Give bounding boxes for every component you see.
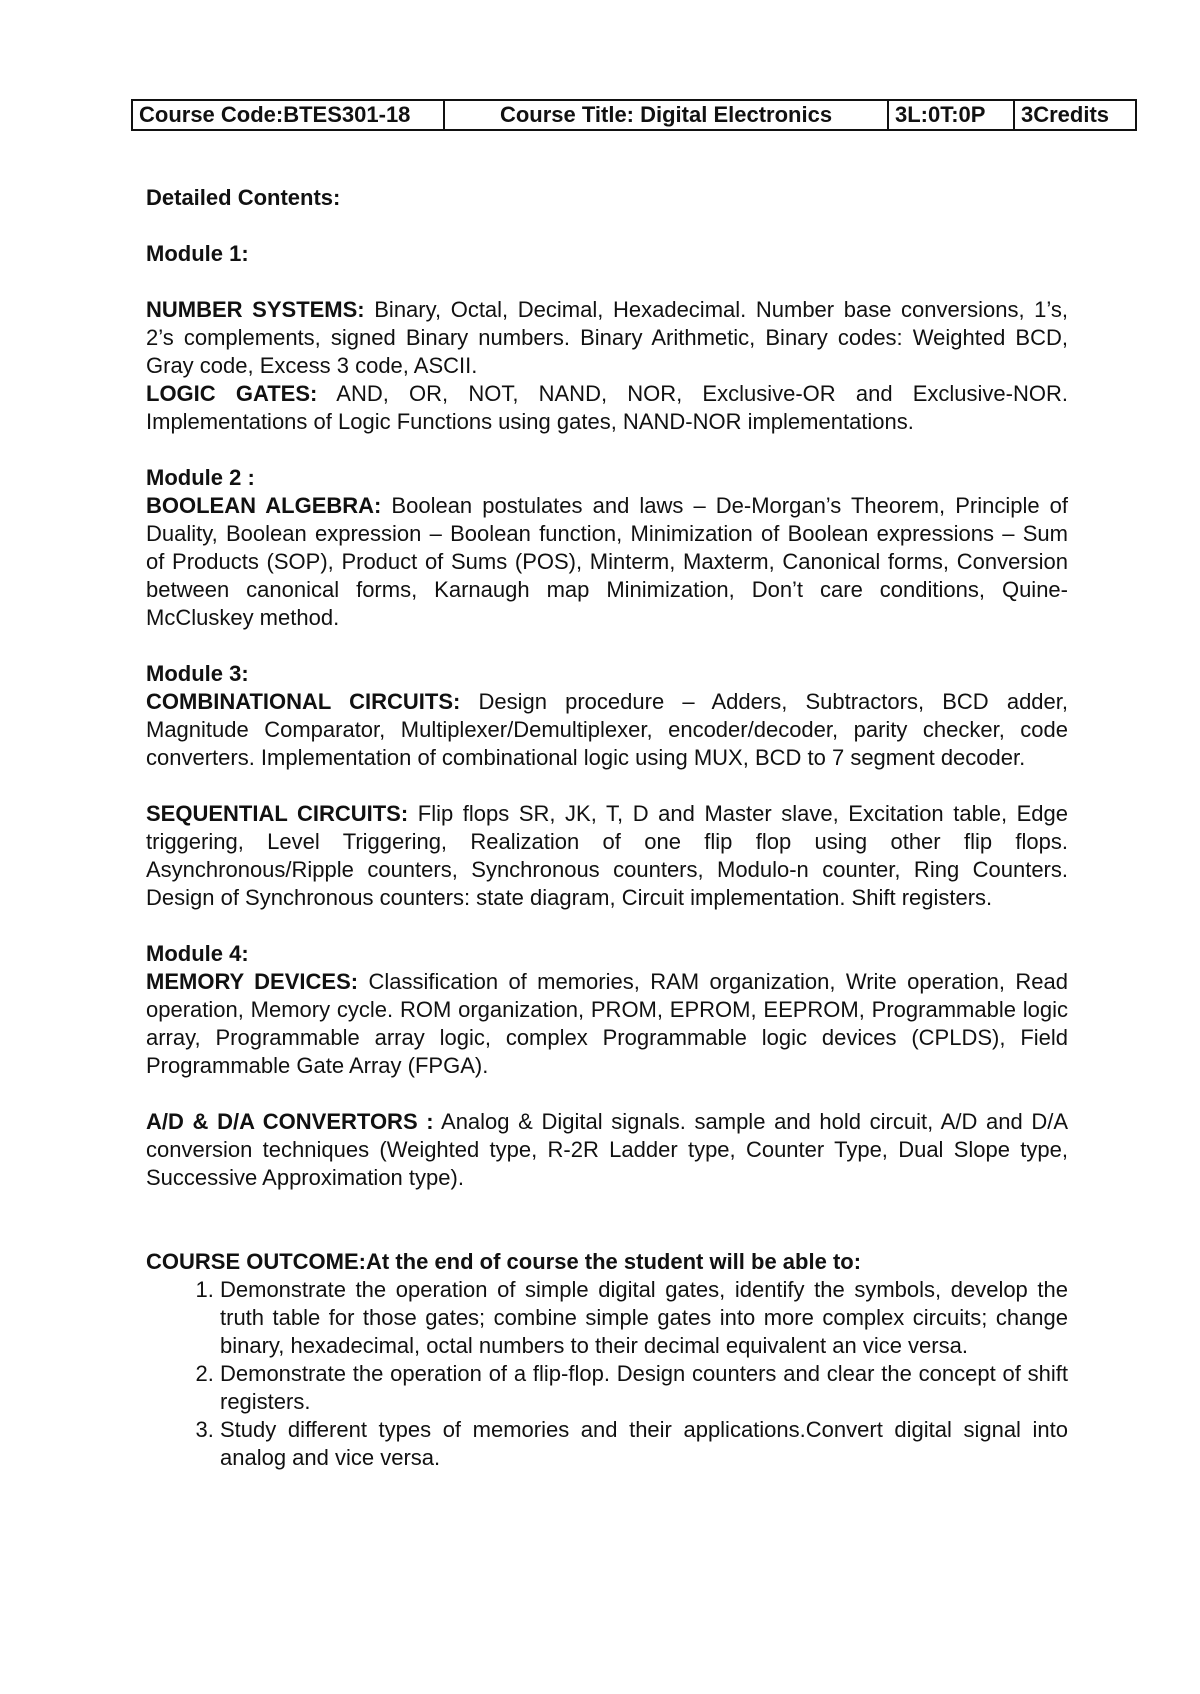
convertors-label: A/D & D/A CONVERTORS : xyxy=(146,1109,434,1134)
module-4-heading: Module 4: xyxy=(146,941,249,966)
boolean-algebra-text: Boolean postulates and laws – De-Morgan’s Theorem, Principle of Duality, Boolean expression – Boolean function, Minimization of Boolean expressions – Sum of Products (SOP), Product of Sums (POS), Minterm, Maxterm, Canonical forms, Conversion between canonical forms, Karnaugh map Minimization, Don’t care conditions, Quine-McCluskey method. xyxy=(146,493,1068,630)
outcome-item: 2. Demonstrate the operation of a flip-flop. Design counters and clear the concept of shift registers. xyxy=(220,1360,1068,1416)
sequential-circuits-paragraph xyxy=(146,800,1068,912)
memory-devices-paragraph xyxy=(146,968,1068,1080)
module-1-heading: Module 1: xyxy=(146,241,249,266)
course-header-row xyxy=(132,100,1136,130)
credits-cell: 3Credits xyxy=(1014,100,1136,130)
convertors-paragraph xyxy=(146,1108,1068,1192)
syllabus-content xyxy=(146,184,1068,1472)
number-systems-paragraph xyxy=(146,296,1068,380)
boolean-algebra-label: BOOLEAN ALGEBRA: xyxy=(146,493,382,518)
number-systems-text: Binary, Octal, Decimal, Hexadecimal. Number base conversions, 1’s, 2’s complements, signed Binary numbers. Binary Arithmetic, Binary codes: Weighted BCD, Gray code, Excess 3 code, ASCII. xyxy=(146,297,1069,378)
sequential-circuits-text: Flip flops SR, JK, T, D and Master slave, Excitation table, Edge triggering, Level Triggering, Realization of one flip flop using other flip flops. Asynchronous/Ripple counters, Synchronous counters, Modulo-n counter, Ring Counters. Design of Synchronous counters: state diagram, Circuit implementation. Shift registers. xyxy=(146,801,1069,910)
outcome-item: 1. Demonstrate the operation of simple digital gates, identify the symbols, develop the truth table for those gates; combine simple gates into more complex circuits; change binary, hexadecimal, octal numbers to their decimal equivalent an vice versa. xyxy=(220,1276,1068,1360)
sequential-circuits-label: SEQUENTIAL CIRCUITS: xyxy=(146,801,409,826)
course-header-table xyxy=(131,99,1137,131)
combinational-circuits-text: Design procedure – Adders, Subtractors, BCD adder, Magnitude Comparator, Multiplexer/Demultiplexer, encoder/decoder, parity checker, code converters. Implementation of combinational logic using MUX, BCD to 7 segment decoder. xyxy=(146,689,1068,770)
combinational-circuits-paragraph xyxy=(146,688,1068,772)
module-3-heading: Module 3: xyxy=(146,661,249,686)
combinational-circuits-label: COMBINATIONAL CIRCUITS: xyxy=(146,689,461,714)
boolean-algebra-paragraph xyxy=(146,492,1068,632)
course-outcome-list xyxy=(146,1276,1068,1472)
course-outcome-heading: COURSE OUTCOME:At the end of course the student will be able to: xyxy=(146,1249,862,1274)
course-title-cell: Course Title: Digital Electronics xyxy=(444,100,888,130)
logic-gates-text: AND, OR, NOT, NAND, NOR, Exclusive-OR and Exclusive-NOR. Implementations of Logic Functions using gates, NAND-NOR implementations. xyxy=(146,381,1068,434)
memory-devices-text: Classification of memories, RAM organization, Write operation, Read operation, Memory cycle. ROM organization, PROM, EPROM, EEPROM, Programmable logic array, Programmable array logic, complex Programmable logic devices (CPLDS), Field Programmable Gate Array (FPGA). xyxy=(146,969,1068,1078)
course-code-cell: Course Code:BTES301-18 xyxy=(132,100,444,130)
convertors-text: Analog & Digital signals. sample and hold circuit, A/D and D/A conversion techniques (Weighted type, R-2R Ladder type, Counter Type, Dual Slope type, Successive Approximation type). xyxy=(146,1109,1068,1190)
number-systems-label: NUMBER SYSTEMS: xyxy=(146,297,365,322)
memory-devices-label: MEMORY DEVICES: xyxy=(146,969,359,994)
logic-gates-paragraph xyxy=(146,380,1068,436)
ltp-cell: 3L:0T:0P xyxy=(888,100,1014,130)
outcome-item: 3. Study different types of memories and their applications.Convert digital signal into analog and vice versa. xyxy=(220,1416,1068,1472)
module-2-heading: Module 2 : xyxy=(146,465,255,490)
detailed-contents-heading: Detailed Contents: xyxy=(146,185,341,210)
logic-gates-label: LOGIC GATES: xyxy=(146,381,318,406)
